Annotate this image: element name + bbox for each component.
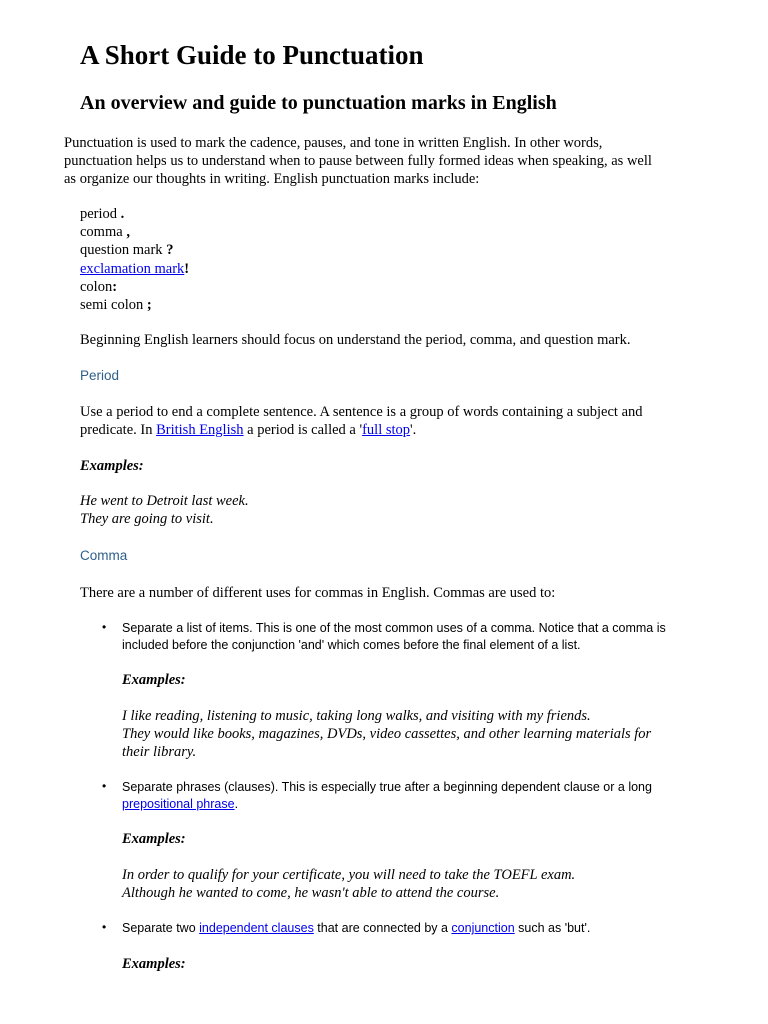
mark-exclamation — [80, 260, 189, 278]
mark-symbol: . — [120, 206, 125, 222]
independent-clauses-link[interactable]: independent clauses — [199, 921, 314, 935]
clauses-examples — [122, 866, 575, 902]
text: a period is called a ' — [243, 422, 363, 438]
mark-symbol: : — [112, 278, 118, 295]
example-sentence: Although he wanted to come, he wasn't able to attend the course. — [122, 885, 500, 901]
comma-intro: There are a number of different uses for commas in English. Commas are used to: — [80, 585, 556, 601]
example-sentence: their library. — [122, 744, 197, 760]
mark-semicolon — [80, 296, 189, 314]
text: Separate two — [122, 921, 200, 935]
example-sentence: He went to Detroit last week. — [80, 493, 249, 509]
text: '. — [410, 422, 417, 438]
period-heading: Period — [80, 368, 120, 383]
mark-name: comma — [80, 224, 123, 241]
example-sentence: I like reading, listening to music, taking long walks, and visiting with my friends. — [122, 708, 591, 724]
exclamation-mark-link[interactable]: exclamation mark — [80, 260, 185, 277]
mark-question — [80, 241, 189, 259]
punctuation-marks-list — [80, 205, 189, 314]
conjunction-examples-label: Examples: — [122, 956, 186, 972]
intro-line: as organize our thoughts in writing. English punctuation marks include: — [64, 171, 480, 187]
bullet-icon: • — [102, 920, 107, 934]
conjunction-link[interactable]: conjunction — [451, 921, 515, 935]
text: predicate. In — [80, 422, 157, 438]
bullet-text: included before the conjunction 'and' which comes before the final element of a list. — [122, 638, 581, 652]
bullet-text: Separate phrases (clauses). This is especially true after a beginning dependent clause or a long — [122, 780, 652, 794]
example-sentence: They are going to visit. — [80, 511, 214, 527]
mark-comma — [80, 223, 189, 241]
mark-name: period — [80, 206, 118, 222]
comma-heading: Comma — [80, 548, 128, 563]
bullet-independent-clauses — [122, 920, 590, 937]
list-examples-label: Examples: — [122, 672, 186, 688]
bullet-list-items — [122, 620, 666, 654]
example-sentence: They would like books, magazines, DVDs, video cassettes, and other learning materials for — [122, 726, 652, 742]
bullet-icon: • — [102, 620, 107, 634]
british-english-link[interactable]: British English — [156, 422, 244, 438]
mark-symbol: ? — [166, 242, 174, 259]
beginner-note: Beginning English learners should focus on understand the period, comma, and question mark. — [80, 332, 631, 348]
mark-symbol: ! — [184, 260, 190, 277]
page-title: A Short Guide to Punctuation — [80, 40, 424, 70]
page-subtitle: An overview and guide to punctuation marks in English — [80, 92, 557, 114]
intro-line: punctuation helps us to understand when to pause between fully formed ideas when speaking, as well — [64, 153, 652, 169]
bullet-text: Separate a list of items. This is one of the most common uses of a comma. Notice that a comma is — [122, 621, 666, 635]
text: that are connected by a — [313, 921, 452, 935]
mark-colon — [80, 278, 189, 296]
mark-symbol: , — [126, 224, 130, 241]
example-sentence: In order to qualify for your certificate, you will need to take the TOEFL exam. — [122, 867, 576, 883]
prepositional-phrase-link[interactable]: prepositional phrase — [122, 797, 235, 811]
period-line — [80, 421, 643, 439]
bullet-clauses — [122, 779, 652, 813]
mark-period — [80, 205, 189, 223]
period-examples-label: Examples: — [80, 458, 144, 474]
text: . — [234, 797, 239, 811]
mark-name: question mark — [80, 242, 163, 259]
period-examples — [80, 492, 249, 528]
bullet-icon: • — [102, 779, 107, 793]
text: such as 'but'. — [514, 921, 591, 935]
mark-name: semi colon — [80, 297, 144, 314]
intro-paragraph — [64, 134, 652, 188]
intro-line: Punctuation is used to mark the cadence, pauses, and tone in written English. In other words, — [64, 135, 603, 151]
mark-name: colon — [80, 278, 113, 295]
period-paragraph — [80, 403, 643, 439]
list-examples — [122, 707, 651, 761]
mark-symbol: ; — [146, 297, 152, 314]
bullet-text — [122, 796, 652, 813]
clauses-examples-label: Examples: — [122, 831, 186, 847]
period-line: Use a period to end a complete sentence. A sentence is a group of words containing a subject and — [80, 404, 643, 420]
full-stop-link[interactable]: full stop — [362, 422, 411, 438]
